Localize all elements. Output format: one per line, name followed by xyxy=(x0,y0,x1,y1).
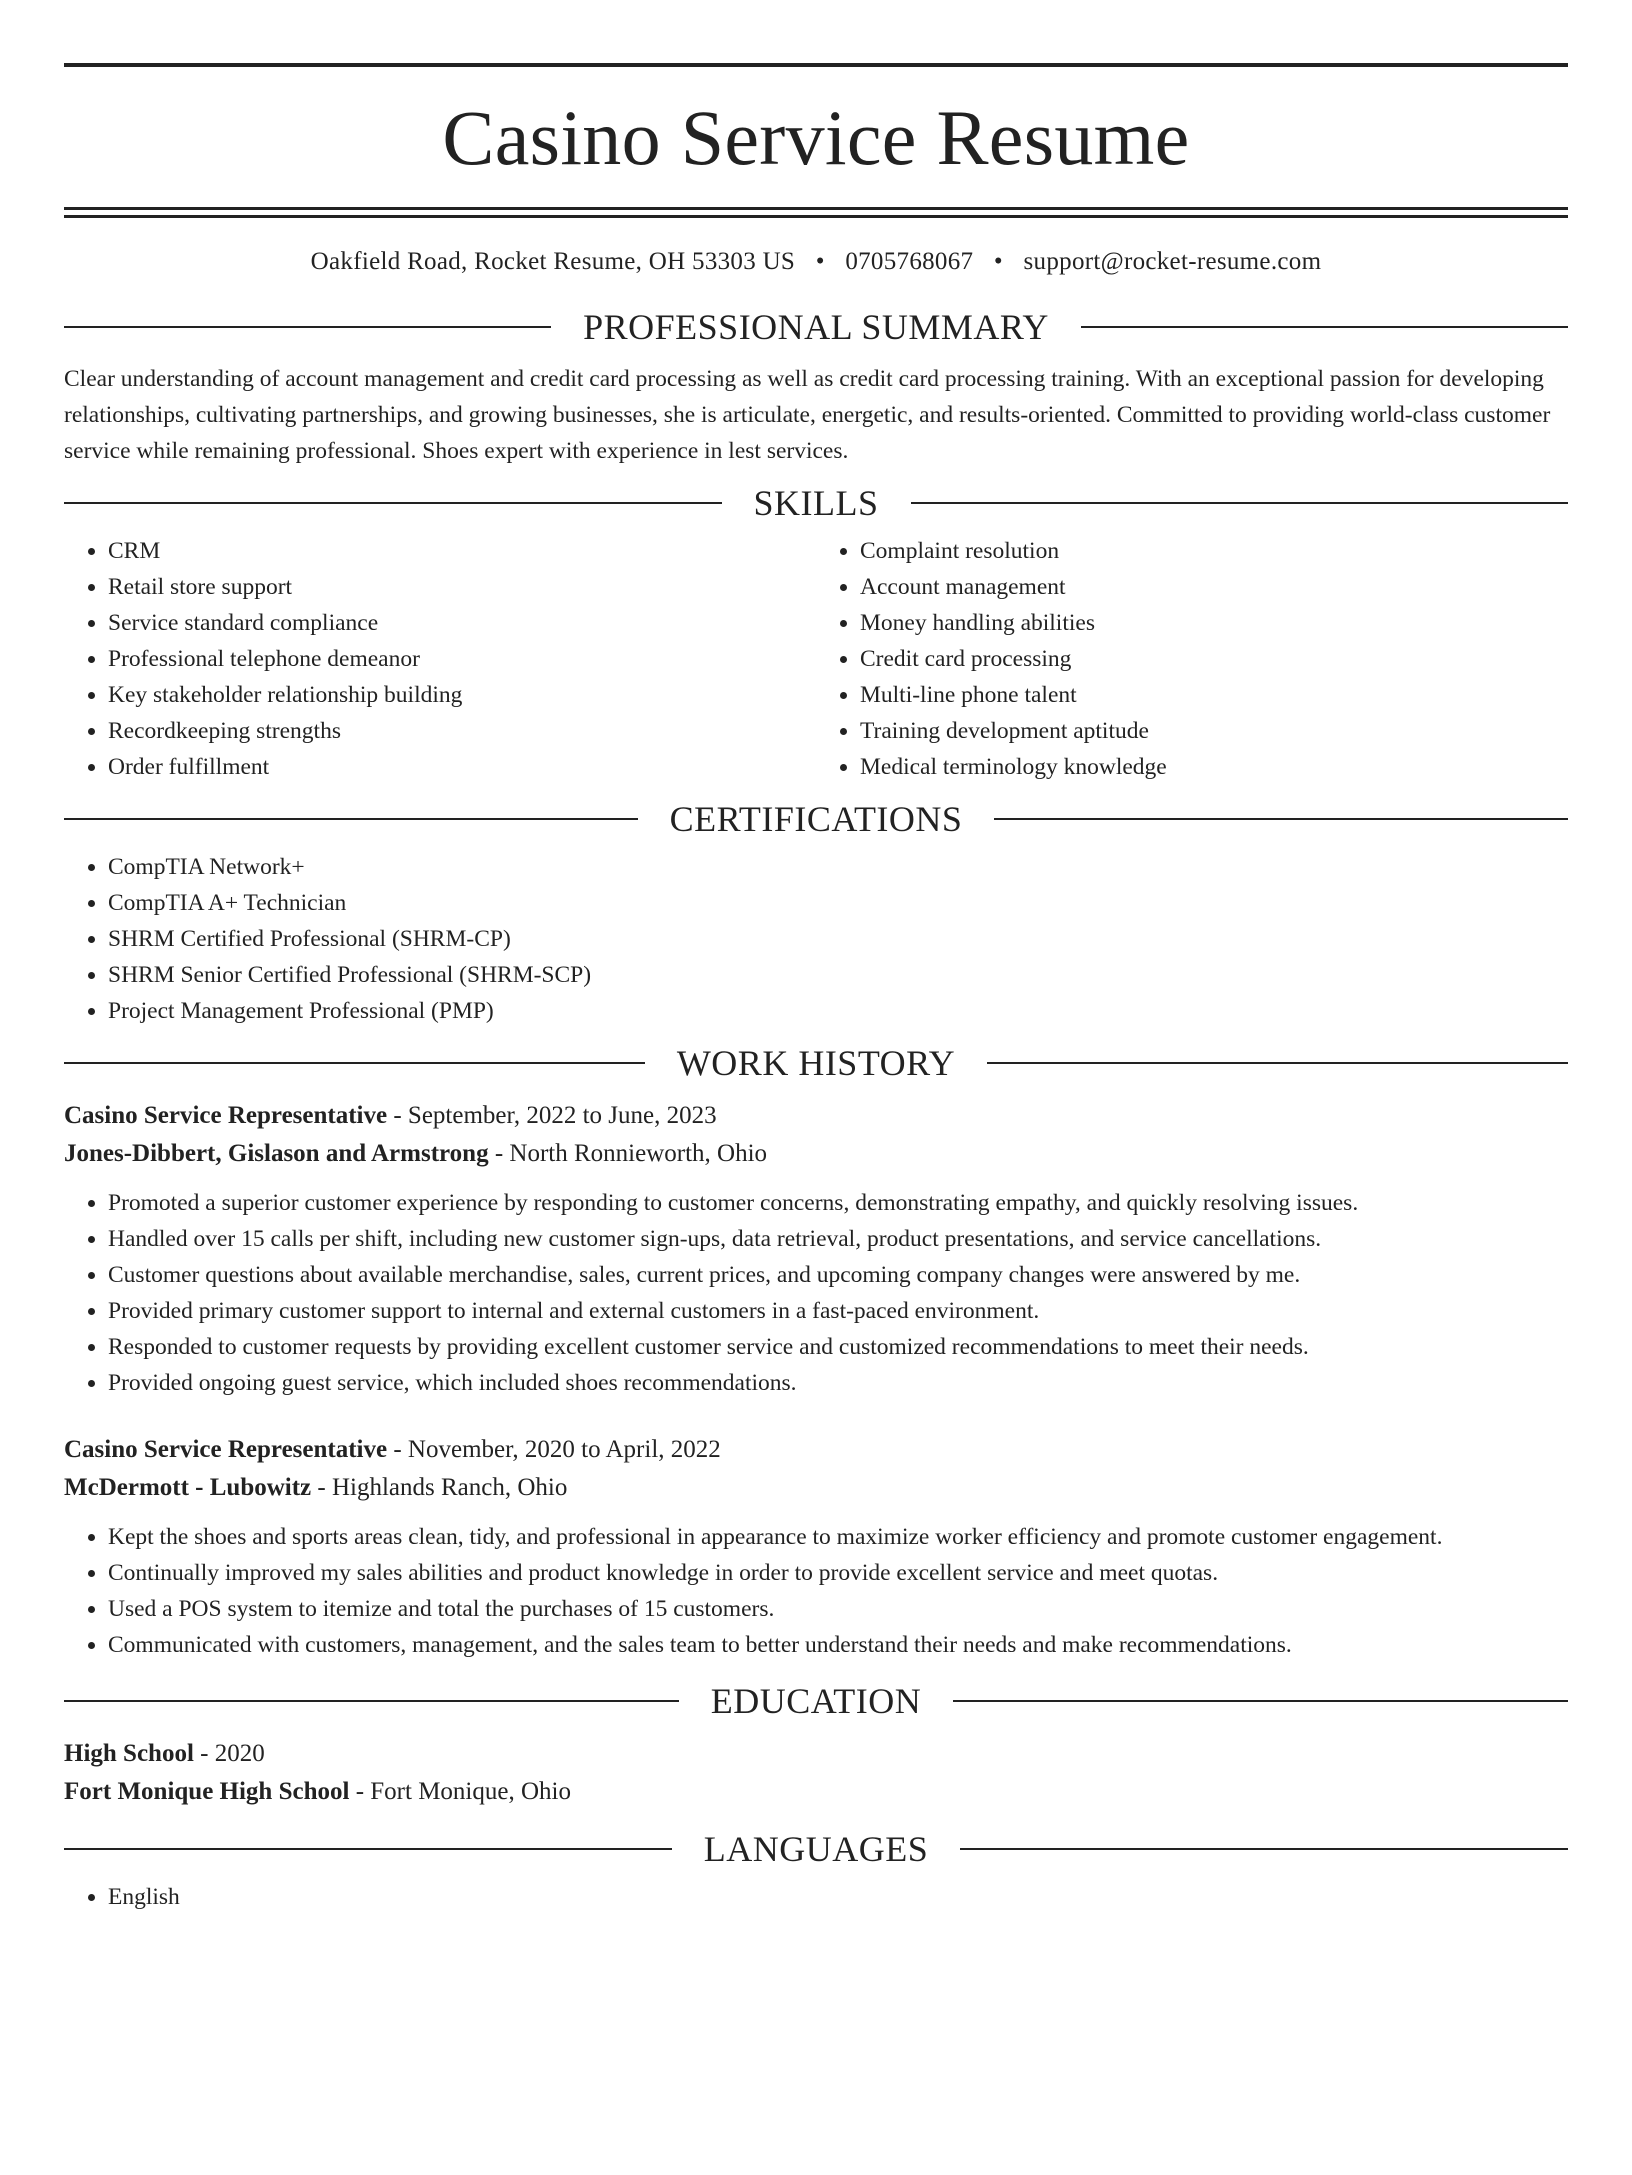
job-bullet: • Communicated with customers, management, and the sales team to better understand their needs and make recommendations. xyxy=(108,1627,1568,1663)
heading-rule-left xyxy=(64,1848,672,1850)
skill-item: • Recordkeeping strengths xyxy=(108,713,816,749)
skill-item: • Service standard compliance xyxy=(108,605,816,641)
education-entry xyxy=(64,1735,1568,1811)
job-bullets xyxy=(64,1519,1568,1663)
skill-item: • Key stakeholder relationship building xyxy=(108,677,816,713)
heading-rule-right xyxy=(1081,326,1568,328)
certification-item: • Project Management Professional (PMP) xyxy=(108,993,1568,1029)
skill-item: • Retail store support xyxy=(108,569,816,605)
job-location: - North Ronnieworth, Ohio xyxy=(488,1140,768,1167)
heading-rule-left xyxy=(64,818,638,820)
certification-item: • SHRM Certified Professional (SHRM-CP) xyxy=(108,921,1568,957)
section-heading-certifications xyxy=(64,799,1568,839)
job-bullet: • Kept the shoes and sports areas clean, tidy, and professional in appearance to maximize worker efficiency and promote customer engagement. xyxy=(108,1519,1568,1555)
section-title: WORK HISTORY xyxy=(676,1043,956,1083)
job-entry xyxy=(64,1431,1568,1663)
contact-email: support@rocket-resume.com xyxy=(1023,248,1322,275)
heading-rule-right xyxy=(953,1700,1568,1702)
heading-rule-right xyxy=(987,1062,1568,1064)
language-item: • English xyxy=(108,1879,1568,1915)
skill-item: • Credit card processing xyxy=(860,641,1568,677)
section-heading-work-history xyxy=(64,1043,1568,1083)
job-title: Casino Service Representative xyxy=(64,1102,388,1129)
job-entry xyxy=(64,1097,1568,1401)
job-company: McDermott - Lubowitz xyxy=(64,1474,312,1501)
job-bullet: • Used a POS system to itemize and total the purchases of 15 customers. xyxy=(108,1591,1568,1627)
job-company-line xyxy=(64,1135,1568,1173)
languages-list xyxy=(64,1879,1568,1915)
job-company-line xyxy=(64,1469,1568,1507)
skill-item: • Complaint resolution xyxy=(860,533,1568,569)
contact-line xyxy=(64,247,1568,277)
title-double-rule xyxy=(64,207,1568,218)
summary-text: Clear understanding of account management and credit card processing as well as credit card processing training. With an exceptional passion for developing relationships, cultivating partnerships, and growing businesses, she is articulate, energetic, and results-oriented. Committed to providing world-class customer service while remaining professional. Shoes expert with experience in lest services. xyxy=(64,366,1551,464)
certification-item: • CompTIA A+ Technician xyxy=(108,885,1568,921)
section-heading-languages xyxy=(64,1829,1568,1869)
heading-rule-left xyxy=(64,1700,679,1702)
section-title: PROFESSIONAL SUMMARY xyxy=(583,307,1049,347)
education-location: - Fort Monique, Ohio xyxy=(349,1778,571,1805)
education-school-line xyxy=(64,1773,1568,1811)
skill-item: • Order fulfillment xyxy=(108,749,816,785)
heading-rule-right xyxy=(994,818,1568,820)
education-degree: High School xyxy=(64,1740,194,1767)
section-heading-skills xyxy=(64,483,1568,523)
section-title: CERTIFICATIONS xyxy=(669,799,963,839)
job-title-line xyxy=(64,1431,1568,1469)
job-bullet: • Responded to customer requests by providing excellent customer service and customized recommendations to meet their needs. xyxy=(108,1329,1568,1365)
job-title-line xyxy=(64,1097,1568,1135)
skill-item: • Professional telephone demeanor xyxy=(108,641,816,677)
skills-list-left xyxy=(64,533,816,785)
education-degree-line xyxy=(64,1735,1568,1773)
contact-separator: • xyxy=(993,248,1003,275)
education-year: - 2020 xyxy=(193,1740,265,1767)
contact-separator: • xyxy=(815,248,825,275)
job-location: - Highlands Ranch, Ohio xyxy=(311,1474,568,1501)
skill-item: • Money handling abilities xyxy=(860,605,1568,641)
job-bullet: • Provided ongoing guest service, which included shoes recommendations. xyxy=(108,1365,1568,1401)
job-title: Casino Service Representative xyxy=(64,1436,388,1463)
heading-rule-left xyxy=(64,1062,645,1064)
skill-item: • Account management xyxy=(860,569,1568,605)
skill-item: • CRM xyxy=(108,533,816,569)
job-bullets xyxy=(64,1185,1568,1401)
education-school: Fort Monique High School xyxy=(64,1778,350,1805)
job-bullet: • Promoted a superior customer experience by responding to customer concerns, demonstrating empathy, and quickly resolving issues. xyxy=(108,1185,1568,1221)
resume-page xyxy=(0,63,1632,2175)
heading-rule-right xyxy=(960,1848,1568,1850)
job-bullet: • Customer questions about available merchandise, sales, current prices, and upcoming company changes were answered by me. xyxy=(108,1257,1568,1293)
certification-item: • CompTIA Network+ xyxy=(108,849,1568,885)
contact-address: Oakfield Road, Rocket Resume, OH 53303 US xyxy=(310,248,796,275)
contact-phone: 0705768067 xyxy=(845,248,974,275)
skill-item: • Multi-line phone talent xyxy=(860,677,1568,713)
document-title: Casino Service Resume xyxy=(442,94,1190,181)
job-bullet: • Continually improved my sales abilities and product knowledge in order to provide excellent service and meet quotas. xyxy=(108,1555,1568,1591)
section-title: LANGUAGES xyxy=(703,1829,929,1869)
section-title: EDUCATION xyxy=(710,1681,922,1721)
job-dates: - November, 2020 to April, 2022 xyxy=(387,1436,721,1463)
skills-grid xyxy=(64,533,1568,785)
heading-rule-right xyxy=(911,502,1569,504)
skills-list-right xyxy=(816,533,1568,785)
section-heading-summary xyxy=(64,307,1568,347)
certification-item: • SHRM Senior Certified Professional (SHRM-SCP) xyxy=(108,957,1568,993)
certifications-list xyxy=(64,849,1568,1029)
skill-item: • Training development aptitude xyxy=(860,713,1568,749)
job-dates: - September, 2022 to June, 2023 xyxy=(387,1102,717,1129)
skill-item: • Medical terminology knowledge xyxy=(860,749,1568,785)
job-bullet: • Provided primary customer support to internal and external customers in a fast-paced environment. xyxy=(108,1293,1568,1329)
heading-rule-left xyxy=(64,326,551,328)
section-heading-education xyxy=(64,1681,1568,1721)
section-title: SKILLS xyxy=(753,483,879,523)
job-bullet: • Handled over 15 calls per shift, including new customer sign-ups, data retrieval, product presentations, and service cancellations. xyxy=(108,1221,1568,1257)
heading-rule-left xyxy=(64,502,722,504)
job-company: Jones-Dibbert, Gislason and Armstrong xyxy=(64,1140,489,1167)
